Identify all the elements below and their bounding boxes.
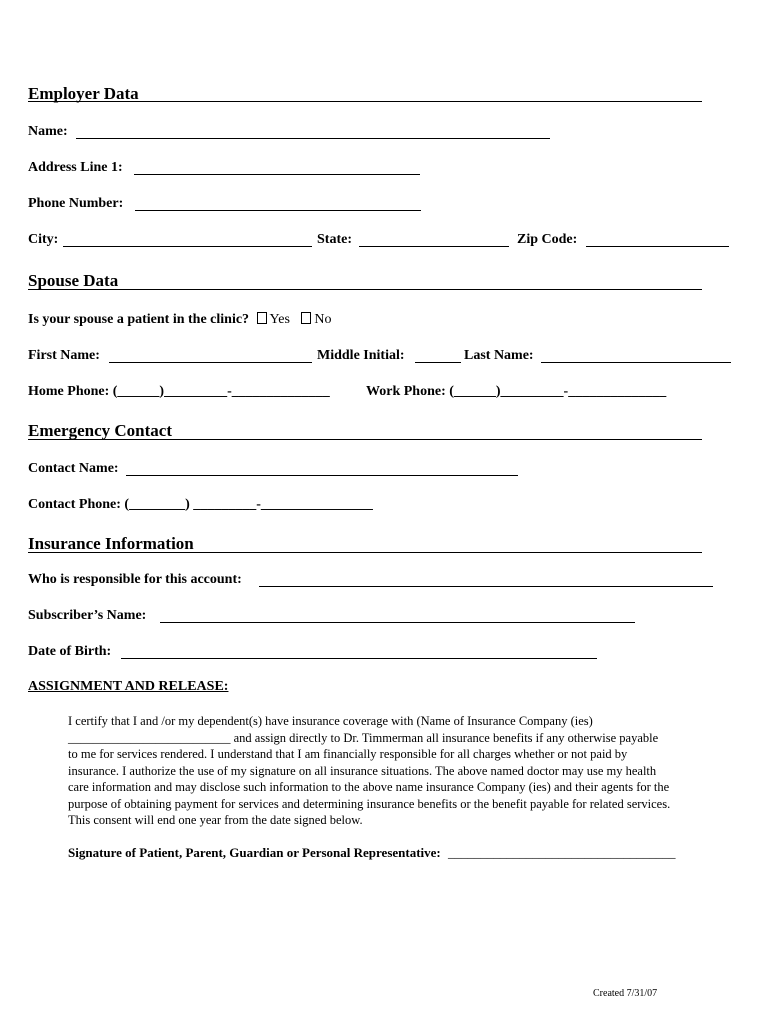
assignment-line: to me for services rendered. I understand that I am financially responsible for all charges whether or not paid by bbox=[68, 747, 628, 761]
spouse-heading-rule bbox=[28, 289, 702, 290]
spouse-last-name-label: Last Name: bbox=[464, 348, 534, 363]
employer-city-label: City: bbox=[28, 232, 59, 247]
assignment-line: care information and may disclose such information to the above name insurance Company (ies) and their agents for the bbox=[68, 780, 670, 794]
contact-name-label: Contact Name: bbox=[28, 461, 119, 476]
date-of-birth-field[interactable] bbox=[121, 658, 597, 659]
spouse-first-name-label: First Name: bbox=[28, 348, 100, 363]
employer-city-field[interactable] bbox=[63, 246, 312, 247]
assignment-line[interactable]: __________________________ and assign directly to Dr. Timmerman all insurance benefits if any otherwise payable bbox=[68, 730, 659, 745]
employer-zip-field[interactable] bbox=[586, 246, 729, 247]
spouse-last-name-field[interactable] bbox=[541, 362, 731, 363]
spouse-data-heading: Spouse Data bbox=[28, 271, 119, 290]
insurance-information-heading: Insurance Information bbox=[28, 534, 194, 553]
spouse-middle-initial-label: Middle Initial: bbox=[317, 348, 405, 363]
signature-field[interactable]: ___________________________________ bbox=[448, 845, 676, 860]
spouse-patient-question: Is your spouse a patient in the clinic? bbox=[28, 312, 250, 327]
assignment-line: purpose of obtaining payment for services and determining insurance benefits or the benefit payable for related services. bbox=[68, 796, 671, 811]
employer-zip-label: Zip Code: bbox=[517, 232, 578, 247]
spouse-work-phone[interactable]: Work Phone: (______)_________-______________ bbox=[366, 384, 667, 399]
spouse-no-checkbox[interactable] bbox=[301, 312, 311, 324]
employer-state-label: State: bbox=[317, 232, 352, 247]
employer-state-field[interactable] bbox=[359, 246, 509, 247]
spouse-no-label: No bbox=[314, 312, 332, 327]
spouse-middle-initial-field[interactable] bbox=[415, 362, 461, 363]
employer-name-field[interactable] bbox=[76, 138, 550, 139]
employer-address-label: Address Line 1: bbox=[28, 160, 123, 175]
assignment-body bbox=[68, 713, 740, 829]
subscriber-name-field[interactable] bbox=[160, 622, 635, 623]
spouse-patient-question-row bbox=[28, 312, 332, 328]
created-date: Created 7/31/07 bbox=[593, 988, 658, 999]
subscriber-name-label: Subscriber’s Name: bbox=[28, 608, 147, 623]
responsible-party-field[interactable] bbox=[259, 586, 713, 587]
signature-row bbox=[68, 845, 676, 861]
spouse-yes-checkbox[interactable] bbox=[257, 312, 267, 324]
date-of-birth-label: Date of Birth: bbox=[28, 644, 112, 659]
emergency-contact-heading: Emergency Contact bbox=[28, 421, 172, 440]
contact-phone[interactable]: Contact Phone: (________) _________-________________ bbox=[28, 497, 373, 512]
emergency-heading-rule bbox=[28, 439, 702, 440]
employer-phone-label: Phone Number: bbox=[28, 196, 124, 211]
assignment-line: I certify that I and /or my dependent(s) have insurance coverage with (Name of Insurance Company (ies) bbox=[68, 714, 593, 728]
employer-address-field[interactable] bbox=[134, 174, 420, 175]
employer-heading-rule bbox=[28, 101, 702, 102]
insurance-heading-rule bbox=[28, 552, 702, 553]
responsible-party-label: Who is responsible for this account: bbox=[28, 572, 242, 587]
employer-data-heading: Employer Data bbox=[28, 84, 139, 103]
assignment-line: insurance. I authorize the use of my signature on all insurance situations. The above named doctor may use my health bbox=[68, 763, 657, 778]
employer-name-label: Name: bbox=[28, 124, 68, 139]
spouse-yes-label: Yes bbox=[269, 312, 290, 327]
spouse-first-name-field[interactable] bbox=[109, 362, 312, 363]
assignment-heading: ASSIGNMENT AND RELEASE: bbox=[28, 679, 229, 694]
signature-label: Signature of Patient, Parent, Guardian or Personal Representative: bbox=[68, 845, 441, 860]
employer-phone-field[interactable] bbox=[135, 210, 421, 211]
contact-name-field[interactable] bbox=[126, 475, 518, 476]
assignment-line: This consent will end one year from the date signed below. bbox=[68, 813, 363, 827]
spouse-home-phone[interactable]: Home Phone: (______)_________-______________ bbox=[28, 384, 330, 399]
